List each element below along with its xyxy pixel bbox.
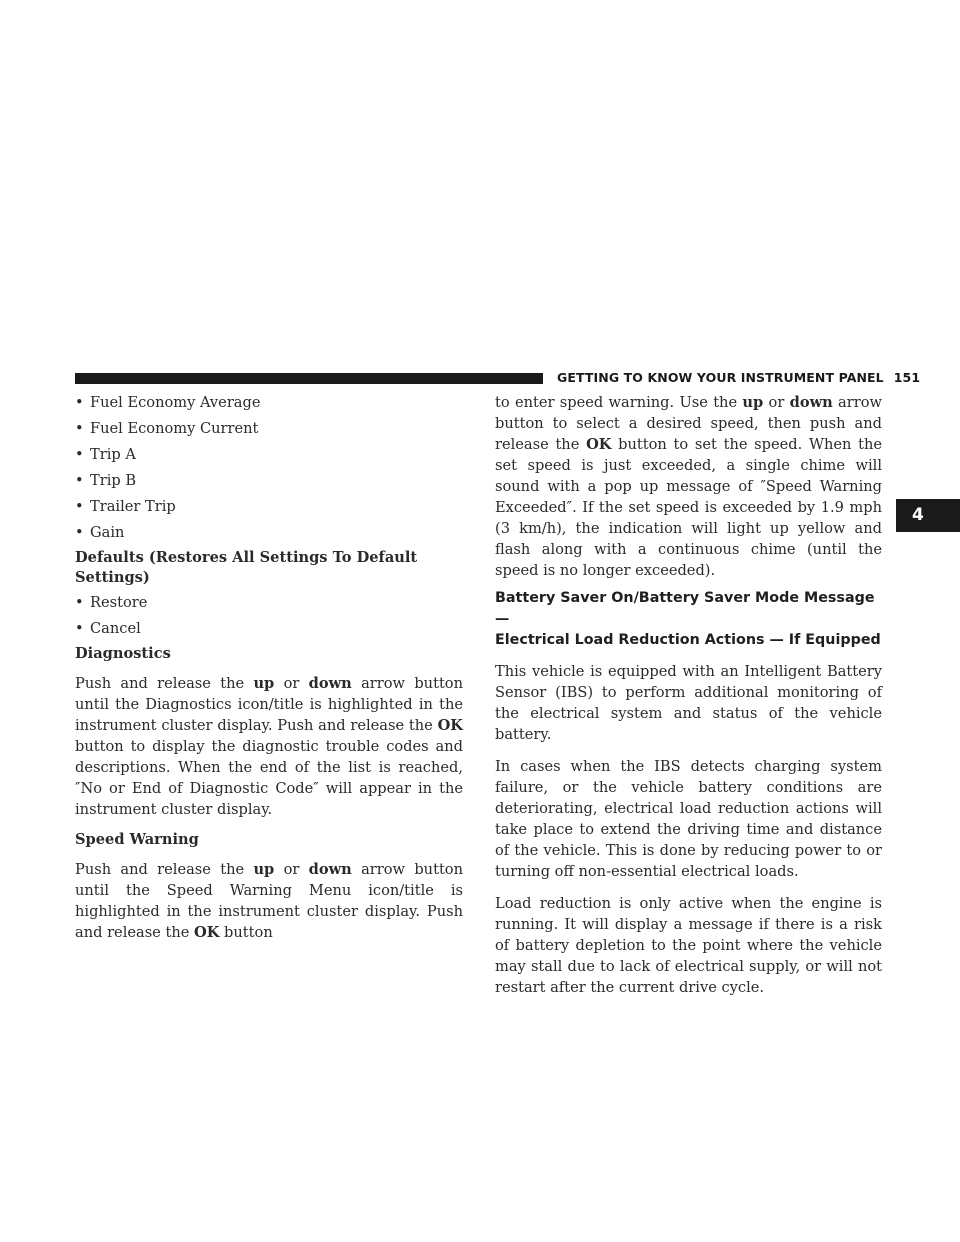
speed-warning-paragraph: Push and release the up or down arrow button until the Speed Warning Menu icon/title is highlighted in the instrument cluster display. Push and release the OK button — [75, 861, 463, 941]
ibs-paragraph: This vehicle is equipped with an Intelligent Battery Sensor (IBS) to perform additional monitoring of the electrical system and status of the vehicle battery. — [495, 663, 882, 743]
list-item: • Fuel Economy Current — [75, 418, 463, 439]
right-column — [495, 392, 882, 998]
engine-running-paragraph: Load reduction is only active when the engine is running. It will display a message if there is a risk of battery depletion to the point where the vehicle may stall due to lack of electrical supply, or will not restart after the current drive cycle. — [495, 895, 882, 996]
left-column — [75, 392, 463, 943]
diagnostics-paragraph: Push and release the up or down arrow button until the Diagnostics icon/title is highlighted in the instrument cluster display. Push and release the OK button to display the diagnostic trouble codes and descriptions. When the end of the list is reached, ″No or End of Diagnostic Code″ will appear in the instrument cluster display. — [75, 675, 463, 818]
battery-heading-line: Battery Saver On/Battery Saver Mode Message — — [495, 590, 875, 627]
speed-warning-continued: to enter speed warning. Use the up or down arrow button to select a desired speed, then push and release the OK button to set the speed. When the set speed is just exceeded, a single chime will sound with a pop up message of ″Speed Warning Exceeded″. If the set speed is exceeded by 1.9 mph (3 km/h), the indication will light up yellow and flash along with a continuous chime (until the speed is no longer exceeded). — [495, 394, 883, 579]
trip-settings-list — [75, 392, 463, 543]
list-item: • Trip A — [75, 444, 463, 465]
list-item: • Gain — [75, 522, 463, 543]
load-reduction-paragraph: In cases when the IBS detects charging system failure, or the vehicle battery conditions are deteriorating, electrical load reduction actions will take place to extend the driving time and distance of the vehicle. This is done by reducing power to or turning off non-essential electrical loads. — [495, 758, 882, 880]
list-item: • Fuel Economy Average — [75, 392, 463, 413]
battery-heading-line: Electrical Load Reduction Actions — If Equipped — [495, 632, 881, 648]
speed-warning-heading: Speed Warning — [75, 831, 199, 848]
diagnostics-heading: Diagnostics — [75, 645, 171, 662]
header-title: GETTING TO KNOW YOUR INSTRUMENT PANEL — [557, 370, 884, 385]
list-item: • Trailer Trip — [75, 496, 463, 517]
battery-saver-heading — [495, 588, 882, 651]
list-item: • Restore — [75, 592, 463, 613]
list-item: • Cancel — [75, 618, 463, 639]
list-item: • Trip B — [75, 470, 463, 491]
chapter-tab: 4 — [896, 499, 960, 532]
running-header — [557, 370, 920, 385]
header-rule — [75, 373, 543, 384]
defaults-heading: Defaults (Restores All Settings To Default Settings) — [75, 549, 418, 586]
defaults-list — [75, 592, 463, 639]
page-number: 151 — [893, 370, 921, 385]
